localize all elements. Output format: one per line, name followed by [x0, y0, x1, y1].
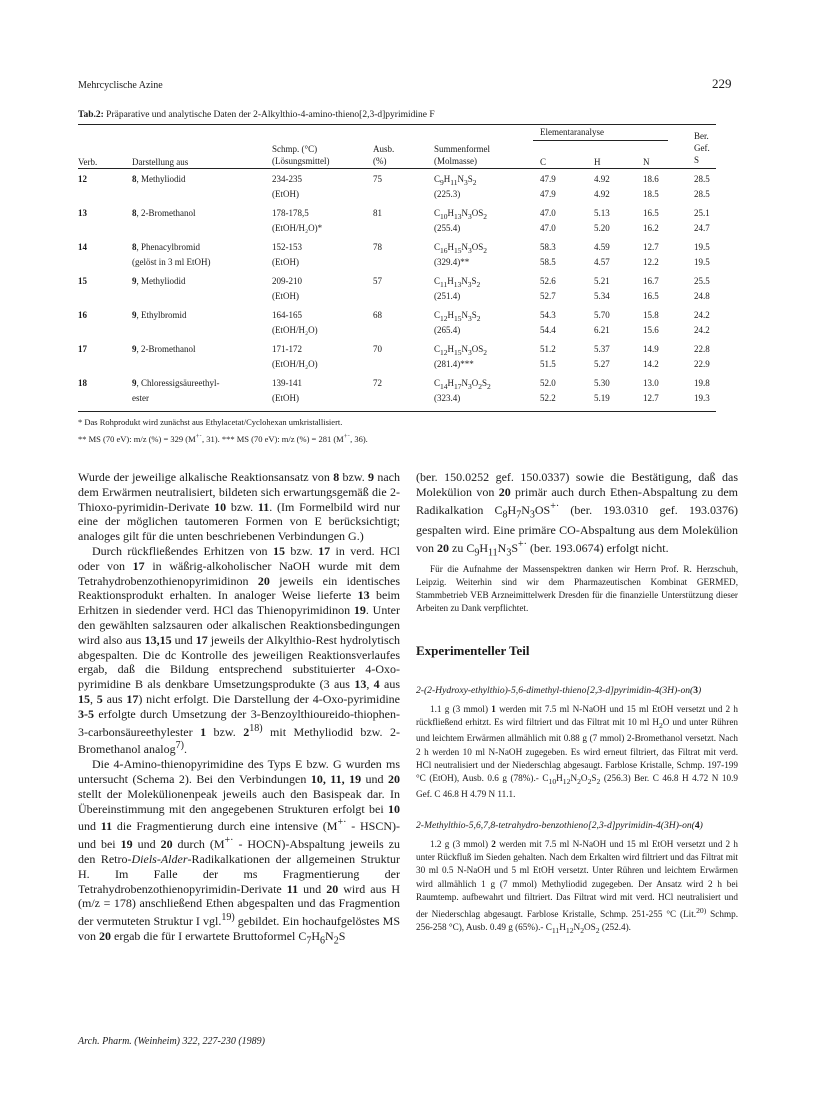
cell-n-found: 12.2: [643, 256, 659, 267]
darst-compound: 8: [132, 242, 137, 252]
header-elementaranalyse: Elementaranalyse: [540, 127, 604, 137]
cell-verb: 18: [78, 378, 87, 388]
darst-compound: 9: [132, 378, 137, 388]
cell-h-found: 6.21: [594, 324, 610, 335]
cell-ausb: 70: [373, 344, 382, 354]
cell-s-found: 24.7: [694, 222, 710, 233]
cell-molmass: (251.4): [434, 290, 461, 301]
cell-solvent: (EtOH): [272, 256, 299, 267]
darst-reagent: , 2-Bromethanol: [136, 344, 196, 354]
cell-s-found: 24.2: [694, 324, 710, 335]
experiment-title: 2-Methylthio-5,6,7,8-tetrahydro-benzothieno[2,3-d]pyrimidin-4(3H)-on(4): [416, 820, 703, 832]
cell-h-found: 5.20: [594, 222, 610, 233]
cell-darstellung: [132, 376, 219, 391]
cell-c-found: 47.0: [540, 222, 556, 233]
cell-c-calc: 47.0: [540, 208, 556, 218]
cell-n-found: 16.5: [643, 290, 659, 301]
experiment-title: 2-(2-Hydroxy-ethylthio)-5,6-dimethyl-thieno[2,3-d]pyrimidin-4(3H)-on(3): [416, 685, 702, 697]
cell-n-found: 16.2: [643, 222, 659, 233]
cell-c-calc: 54.3: [540, 310, 556, 320]
cell-c-found: 58.5: [540, 256, 556, 267]
page-number: 229: [712, 76, 732, 91]
cell-h-calc: 5.30: [594, 378, 610, 388]
cell-n-found: 12.7: [643, 392, 659, 403]
left-column: [78, 470, 400, 949]
darst-compound: 8: [132, 208, 137, 218]
cell-n-found: 18.5: [643, 188, 659, 199]
cell-darstellung: [132, 206, 196, 221]
darst-compound: 8: [132, 174, 137, 184]
cell-molmass: (329.4)**: [434, 256, 470, 267]
cell-solvent: (EtOH): [272, 392, 299, 403]
acknowledgement-text: Für die Aufnahme der Massenspektren danken wir Herrn Prof. R. Herzschuh, Leipzig. Weiterhin sind wir dem Pharmazeutischen Kombinat GERMED, Stammbetrieb VEB Arzneimittelwerk Dresden für die finanzielle Unterstützung dieser Arbeiten zu Dank verpflichtet.: [416, 563, 738, 614]
header-summ-line1: Summenformel: [434, 144, 490, 154]
cell-verb: 12: [78, 174, 87, 184]
cell-h-found: 5.27: [594, 358, 610, 369]
cell-schmp: 178-178,5: [272, 208, 309, 218]
darst-compound: 9: [132, 344, 137, 354]
cell-darstellung: [132, 274, 186, 289]
cell-schmp: 234-235: [272, 174, 302, 184]
cell-h-calc: 5.21: [594, 276, 610, 286]
header-s-line2: Gef.: [694, 143, 710, 153]
table-bottom-rule: [78, 411, 716, 412]
cell-h-calc: 4.59: [594, 242, 610, 252]
cell-c-found: 52.7: [540, 290, 556, 301]
cell-c-found: 47.9: [540, 188, 556, 199]
experiment-body: 1.2 g (3 mmol) 2 werden mit 7.5 ml N-NaOH und 15 ml EtOH versetzt und 2 h unter Rückfluß im Sieden gehalten. Nach dem Erkalten wird filtriert und das Filtrat mit 30 ml 0.5 N-NaOH und 5 ml EtOH versetzt. Unter Rühren und leichtem Erwärmen wird allmählich 1 g (7 mmol) Methyliodid zugegeben. Der Ansatz wird 2 h bei Raumtemp. aufbewahrt und filtriert. Das Filtrat wird mit verd. HCl neutralisiert und der Niederschlag abgesaugt. Farblose Kristalle, Schmp. 251-255 °C (Lit.$^{20)}$ Schmp. 256-258 °C), Ausb. 0.49 g (65%).- $C_{11}H_{12}N_2OS_2$ (252.4).: [416, 839, 739, 936]
header-schmp-line2: (Lösungsmittel): [272, 156, 330, 166]
cell-c-found: 54.4: [540, 324, 556, 335]
cell-verb: 13: [78, 208, 87, 218]
cell-molmass: (225.3): [434, 188, 461, 199]
cell-c-calc: 52.6: [540, 276, 556, 286]
header-ausb-line2: (%): [373, 156, 387, 166]
cell-c-calc: 47.9: [540, 174, 556, 184]
cell-c-calc: 58.3: [540, 242, 556, 252]
cell-darstellung-line2: (gelöst in 3 ml EtOH): [132, 256, 211, 267]
cell-formula: $C_{14}H_{17}N_3O_2S_2$: [434, 378, 491, 391]
cell-schmp: 164-165: [272, 310, 302, 320]
experiment-text: [416, 838, 738, 937]
cell-s-found: 24.8: [694, 290, 710, 301]
cell-s-calc: 28.5: [694, 174, 710, 184]
running-header: Mehrcyclische Azine: [78, 80, 163, 91]
table-caption-label: Tab.2:: [78, 110, 104, 120]
cell-solvent: (EtOH/H₂O): [272, 324, 318, 335]
cell-h-found: 5.19: [594, 392, 610, 403]
paragraph: Die 4-Amino-thienopyrimidine des Typs E bzw. G wurden ms untersucht (Schema 2). Bei den Verbindungen 10, 11, 19 und 20 stellt der Molekülionenpeak jeweils auch den Basispeak dar. In Übereinstimmung mit den angegebenen Strukturen erfolgt bei 10 und 11 die Fragmentierung durch eine intensive (M+· - HSCN)- und bei 19 und 20 durch (M+· - HOCN)-Abspaltung jeweils zu den Retro-Diels-Alder-Radikalkationen der allgemeinen Struktur H. Im Falle der ms Fragmentierung der Tetrahydrobenzothienopyrimidin-Derivate 11 und 20 wird aus H (m/z = 178) anschließend Ethen abgespalten und das Fragmention der vermuteten Struktur I vgl.$^{19)}$ gebildet. Ein hochaufgelöstes MS von 20 ergab die für I erwartete Bruttoformel $C_7H_6N_2S$: [78, 757, 401, 947]
cell-c-calc: 51.2: [540, 344, 556, 354]
cell-molmass: (281.4)***: [434, 358, 474, 369]
header-c: C: [540, 157, 547, 167]
cell-schmp: 139-141: [272, 378, 302, 388]
cell-s-calc: 25.1: [694, 208, 710, 218]
cell-h-calc: 5.13: [594, 208, 610, 218]
cell-n-found: 15.6: [643, 324, 659, 335]
darst-compound: 9: [132, 276, 137, 286]
cell-molmass: (265.4): [434, 324, 461, 335]
cell-s-found: 22.9: [694, 358, 710, 369]
cell-c-found: 52.2: [540, 392, 556, 403]
cell-h-found: 4.57: [594, 256, 610, 267]
darst-reagent: , Methyliodid: [136, 174, 186, 184]
cell-h-calc: 4.92: [594, 174, 610, 184]
header-schmp-line1: Schmp. (°C): [272, 144, 318, 154]
cell-verb: 14: [78, 242, 87, 252]
experiment-body: 1.1 g (3 mmol) 1 werden mit 7.5 ml N-NaOH und 15 ml EtOH versetzt und 2 h rückfließend erhitzt. Es wird filtriert und das Filtrat mit 10 ml $H_2O$ und unter Rühren und leichtem Erwärmen allmählich mit 0.88 g (7 mmol) 2-Bromethanol versetzt. Nach 2 h werden 10 ml N-NaOH zugegeben. Es wird erneut filtriert, das Filtrat mit verd. HCl neutralisiert und der Niederschlag abgesaugt. Farblose Kristalle, Schmp. 197-199 °C (EtOH), Ausb. 0.6 g (78%).- $C_{10}H_{12}N_2O_2S_2$ (256.3) Ber. C 46.8 H 4.72 N 10.9 Gef. C 46.8 H 4.79 N 11.1.: [416, 704, 738, 800]
cell-n-calc: 18.6: [643, 174, 659, 184]
header-group-rule: [533, 140, 668, 141]
cell-schmp: 171-172: [272, 344, 302, 354]
darst-reagent: , Phenacylbromid: [136, 242, 200, 252]
cell-schmp: 152-153: [272, 242, 302, 252]
cell-c-found: 51.5: [540, 358, 556, 369]
section-title: Experimenteller Teil: [416, 642, 530, 658]
cell-s-found: 19.3: [694, 392, 710, 403]
header-s-line3: S: [694, 155, 700, 165]
cell-n-calc: 16.7: [643, 276, 659, 286]
cell-n-found: 14.2: [643, 358, 659, 369]
header-s-line1: Ber.: [694, 131, 709, 141]
table-top-rule: [78, 124, 716, 125]
cell-darstellung: [132, 308, 187, 323]
cell-formula: $C_9H_{11}N_3S_2$: [434, 174, 477, 187]
cell-ausb: 81: [373, 208, 382, 218]
cell-solvent: (EtOH): [272, 188, 299, 199]
cell-c-calc: 52.0: [540, 378, 556, 388]
cell-h-calc: 5.37: [594, 344, 610, 354]
darst-reagent: , 2-Bromethanol: [136, 208, 196, 218]
table-footnote-1: * Das Rohprodukt wird zunächst aus Ethylacetat/Cyclohexan umkristallisiert.: [78, 417, 343, 427]
darst-reagent: , Ethylbromid: [136, 310, 187, 320]
cell-formula: $C_{16}H_{15}N_3OS_2$: [434, 242, 488, 255]
cell-verb: 17: [78, 344, 87, 354]
cell-ausb: 72: [373, 378, 382, 388]
cell-s-found: 19.5: [694, 256, 710, 267]
header-ausb-line1: Ausb.: [373, 144, 395, 154]
table-footnote-2: ** MS (70 eV): m/z (%) = 329 (M+·, 31). *** MS (70 eV): m/z (%) = 281 (M+·, 36).: [78, 432, 368, 444]
header-bottom-rule: [78, 168, 716, 169]
header-verb: Verb.: [78, 157, 98, 167]
cell-h-found: 5.34: [594, 290, 610, 301]
cell-darstellung-line2: ester: [132, 392, 149, 403]
header-h: H: [594, 157, 601, 167]
darst-reagent: , Methyliodid: [136, 276, 186, 286]
cell-s-calc: 25.5: [694, 276, 710, 286]
cell-verb: 15: [78, 276, 87, 286]
acknowledgement: [416, 563, 738, 616]
table-caption: [78, 110, 435, 120]
header-darstellung: Darstellung aus: [132, 157, 189, 167]
table-caption-text: Präparative und analytische Daten der 2-Alkylthio-4-amino-thieno[2,3-d]pyrimidine F: [106, 110, 435, 120]
header-ausb: [373, 143, 394, 167]
cell-n-calc: 15.8: [643, 310, 659, 320]
paragraph: (ber. 150.0252 gef. 150.0337) sowie die Bestätigung, daß das Molekülion von 20 primär auch durch Ethen-Abspaltung zu dem Radikalkation $C_8H_7N_3OS^{+\cdot}$ (ber. 193.0310 gef. 193.0376) gespalten wird. Eine primäre CO-Abspaltung aus dem Molekülion von 20 zu $C_9H_{11}N_3S^{+\cdot}$ (ber. 193.0674) erfolgt nicht.: [416, 470, 739, 558]
paragraph: Wurde der jeweilige alkalische Reaktionsansatz von 8 bzw. 9 nach dem Erwärmen neutralisiert, bildeten sich erwartungsgemäß die 2-Thioxo-pyrimidin-Derivate 10 bzw. 11. (Im Formelbild wird nur eine der möglichen tautomeren Formen von E berücksichtigt; analoges gilt für die unten beschriebenen Verbindungen G.): [78, 470, 401, 544]
cell-solvent: (EtOH): [272, 290, 299, 301]
cell-molmass: (323.4): [434, 392, 461, 403]
cell-ausb: 68: [373, 310, 382, 320]
cell-molmass: (255.4): [434, 222, 461, 233]
paragraph: Durch rückfließendes Erhitzen von 15 bzw. 17 in verd. HCl oder von 17 in wäßrig-alkoholischer NaOH wurde mit dem Tetrahydrobenzothienopyrimidinon 20 jeweils ein identisches Reaktionsprodukt erhalten. In analoger Weise lieferte 13 beim Erhitzen in siedender verd. HCl das Thienopyrimidinon 19. Unter den gewählten salzsauren oder alkalischen Reaktionsbedingungen wird also aus 13,15 und 17 jeweils der Alkylthio-Rest hydrolytisch abgespalten. Die dc Kontrolle des jeweiligen Reaktionsverlaufes ergab, daß die Bildung entsprechend substituierter 4-Oxo-pyrimidine B als denkbare Umsetzungsprodukte (3 aus 13, 4 aus 15, 5 aus 17) nicht erfolgt. Die Darstellung der 4-Oxo-pyrimidine 3-5 erfolgte durch Umsetzung der 3-Benzoylthioureido-thiophen-3-carbonsäureethylester 1 bzw. 2$^{18)}$ mit Methyliodid bzw. 2-Bromethanol analog$^{7)}$.: [78, 543, 401, 757]
cell-darstellung: [132, 342, 196, 357]
darst-reagent: , Chloressigsäureethyl-: [136, 378, 220, 388]
cell-n-calc: 14.9: [643, 344, 659, 354]
cell-n-calc: 16.5: [643, 208, 659, 218]
cell-ausb: 57: [373, 276, 382, 286]
cell-s-calc: 19.8: [694, 378, 710, 388]
cell-ausb: 75: [373, 174, 382, 184]
cell-h-calc: 5.70: [594, 310, 610, 320]
right-column: [416, 470, 738, 937]
header-schmp: [272, 143, 330, 167]
cell-formula: $C_{12}H_{15}N_3OS_2$: [434, 344, 488, 357]
cell-h-found: 4.92: [594, 188, 610, 199]
header-s: [694, 130, 710, 166]
cell-darstellung: [132, 172, 186, 187]
cell-solvent: (EtOH/H₂O): [272, 358, 318, 369]
cell-formula: $C_{11}H_{13}N_3S_2$: [434, 276, 481, 289]
cell-verb: 16: [78, 310, 87, 320]
footer-citation: Arch. Pharm. (Weinheim) 322, 227-230 (1989): [78, 1036, 266, 1047]
cell-darstellung: [132, 240, 200, 255]
header-summ-line2: (Molmasse): [434, 156, 477, 166]
cell-s-calc: 24.2: [694, 310, 710, 320]
header-summenformel: [434, 143, 490, 167]
cell-s-calc: 19.5: [694, 242, 710, 252]
cell-ausb: 78: [373, 242, 382, 252]
cell-formula: $C_{10}H_{13}N_3OS_2$: [434, 208, 488, 221]
cell-formula: $C_{12}H_{15}N_3S_2$: [434, 310, 481, 323]
header-n: N: [643, 157, 650, 167]
cell-n-calc: 12.7: [643, 242, 659, 252]
cell-schmp: 209-210: [272, 276, 302, 286]
cell-s-calc: 22.8: [694, 344, 710, 354]
cell-s-found: 28.5: [694, 188, 710, 199]
cell-solvent: (EtOH/H₂O)*: [272, 222, 323, 233]
cell-n-calc: 13.0: [643, 378, 659, 388]
experiment-text: [416, 703, 738, 801]
darst-compound: 9: [132, 310, 137, 320]
